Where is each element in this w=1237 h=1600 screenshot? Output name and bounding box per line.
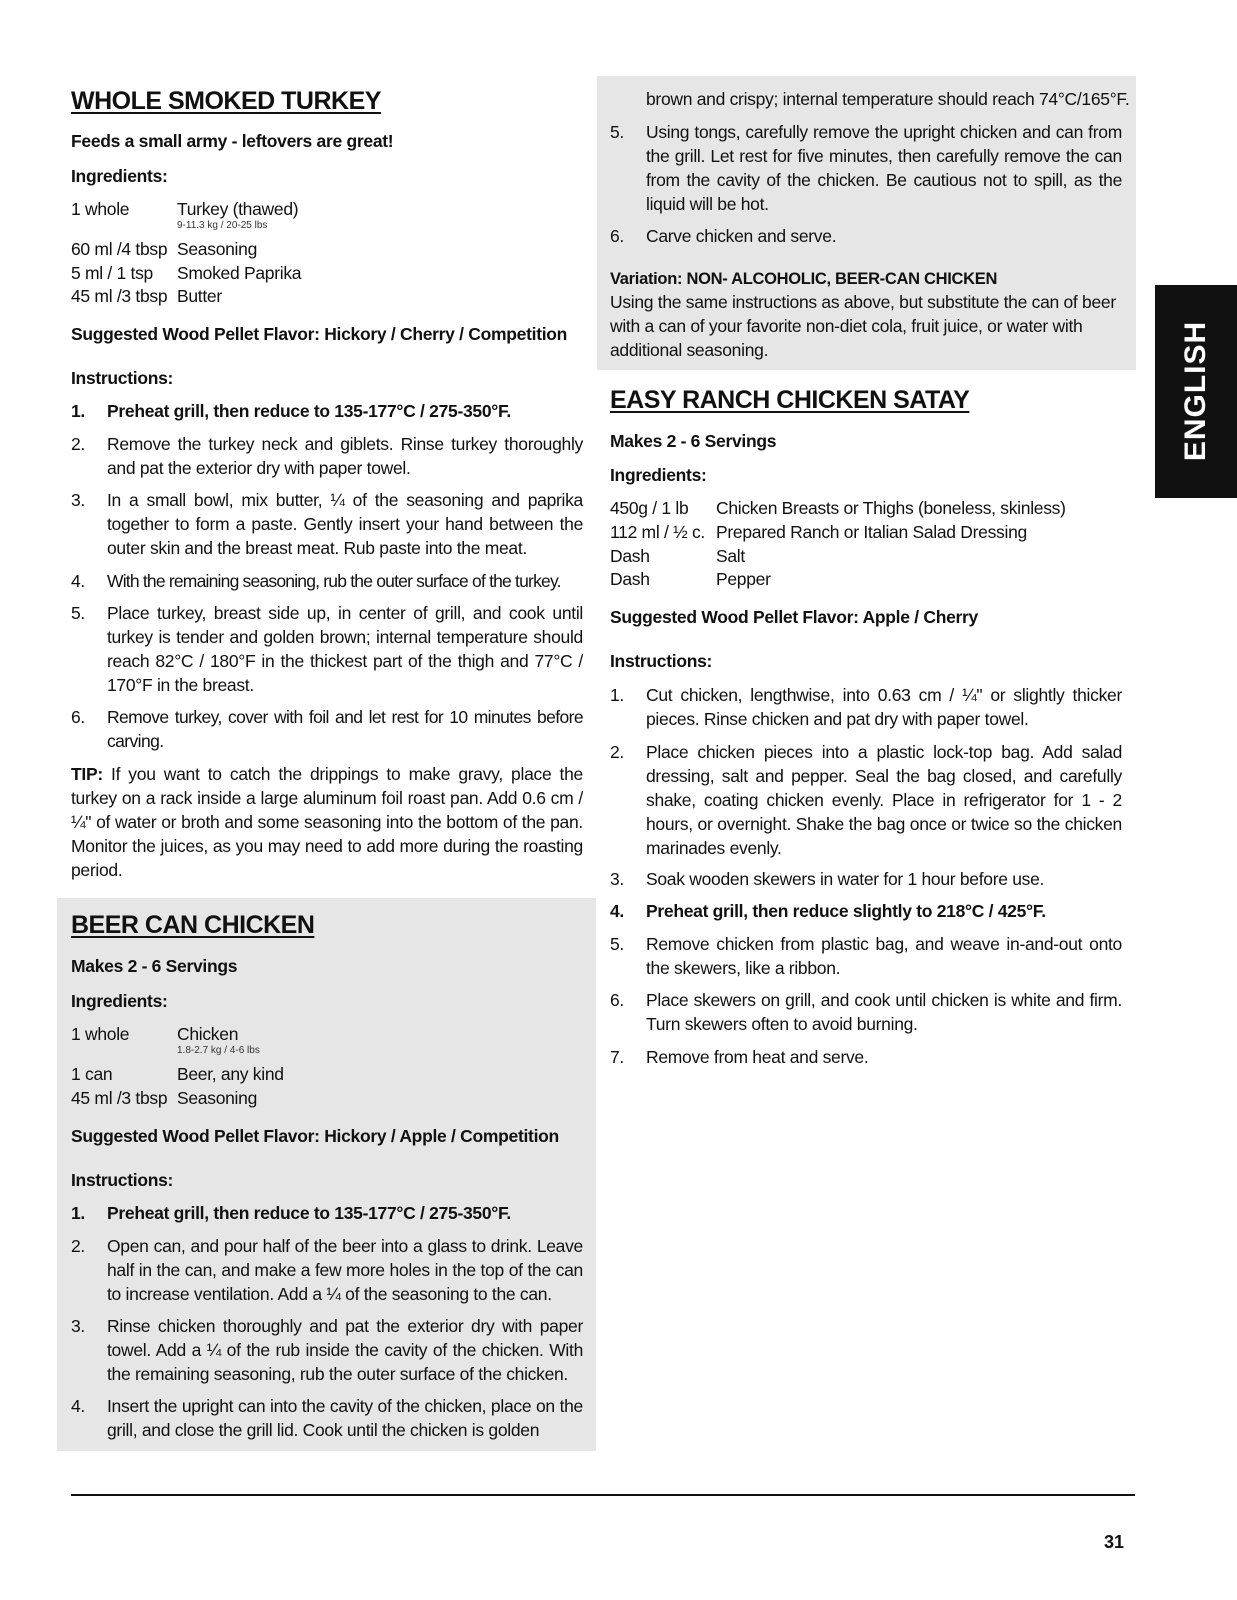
step-text: Rinse chicken thoroughly and pat the exterior dry with paper towel. Add a ¼ of the rub inside the cavity of the chicken. With the remaining seasoning, rub the outer surface of the chicken. [107,1316,583,1384]
ingredient-amount: 5 ml / 1 tsp [71,263,153,283]
ingredient-name: Chicken [177,1024,239,1044]
step-text: With the remaining seasoning, rub the outer surface of the turkey. [107,571,561,591]
step-text: Place skewers on grill, and cook until chicken is white and firm. Turn skewers often to avoid burning. [646,990,1122,1034]
step-number: 1. [610,685,624,705]
turkey-step [71,399,583,423]
step-text: Preheat grill, then reduce to 135-177°C / 275-350°F. [107,401,511,421]
ingredient-amount: 112 ml / ½ c. [610,522,705,542]
step-number: 6. [71,707,85,727]
step-number: 1. [71,401,85,421]
satay-step [610,867,1122,891]
turkey-tagline: Feeds a small army - leftovers are great! [71,131,394,151]
turkey-wood-flavor: Suggested Wood Pellet Flavor: Hickory / Cherry / Competition [71,324,568,344]
step-text: Cut chicken, lengthwise, into 0.63 cm / ¼" or slightly thicker pieces. Rinse chicken and pat dry with paper towel. [646,685,1122,729]
satay-title: EASY RANCH CHICKEN SATAY [610,386,970,414]
ingredient-name: Pepper [716,569,771,589]
beer-instructions-heading: Instructions: [71,1170,174,1190]
step-text: Insert the upright can into the cavity of the chicken, place on the grill, and close the grill lid. Cook until the chicken is golden [107,1396,583,1440]
ingredient-amount: Dash [610,546,650,566]
beer-servings: Makes 2 - 6 Servings [71,956,238,976]
step-text: Preheat grill, then reduce slightly to 218°C / 425°F. [646,901,1046,921]
ingredient-amount: 1 can [71,1064,113,1084]
satay-step [610,683,1122,731]
language-tab-label: ENGLISH [1179,320,1212,462]
step-number: 6. [610,990,624,1010]
beer-step4-continued: brown and crispy; internal temperature should reach 74°C/165°F. [646,89,1130,109]
step-text: Place chicken pieces into a plastic lock-top bag. Add salad dressing, salt and pepper. Seal the bag closed, and carefully shake, coating chicken evenly. Place in refrigerator for 1 - 2 hours, or overnight. Shake the bag once or twice so the chicken marinades evenly. [646,742,1122,858]
step-number: 5. [71,603,85,623]
ingredient-name: Prepared Ranch or Italian Salad Dressing [716,522,1027,542]
beer-title: BEER CAN CHICKEN [71,911,315,939]
ingredient-name: Beer, any kind [177,1064,284,1084]
step-text: Remove chicken from plastic bag, and weave in-and-out onto the skewers, like a ribbon. [646,934,1122,978]
step-number: 2. [71,1236,85,1256]
ingredient-name: Seasoning [177,1088,258,1108]
step-text: Remove the turkey neck and giblets. Rinse turkey thoroughly and pat the exterior dry with paper towel. [107,434,583,478]
turkey-tip [71,762,583,882]
turkey-step [71,569,583,593]
step-text: Open can, and pour half of the beer into a glass to drink. Leave half in the can, and make a few more holes in the top of the can to increase ventilation. Add a ¼ of the seasoning to the can. [107,1236,583,1304]
step-text: Soak wooden skewers in water for 1 hour before use. [646,869,1045,889]
ingredient-name: Chicken Breasts or Thighs (boneless, skinless) [716,498,1066,518]
beer-step [610,224,1122,248]
beer-ingredients-heading: Ingredients: [71,991,168,1011]
satay-servings: Makes 2 - 6 Servings [610,431,777,451]
step-number: 3. [71,490,85,510]
beer-variation-label: Variation: NON- ALCOHOLIC, BEER-CAN CHICKEN [610,270,998,288]
step-text: Carve chicken and serve. [646,226,837,246]
satay-ingredients-heading: Ingredients: [610,465,707,485]
step-number: 4. [610,901,624,921]
step-number: 6. [610,226,624,246]
ingredient-weight-note: 9-11.3 kg / 20-25 lbs [177,220,268,231]
ingredient-amount: 1 whole [71,199,130,219]
turkey-step [71,705,583,753]
satay-step [610,1045,1122,1069]
step-number: 1. [71,1203,85,1223]
step-number: 2. [71,434,85,454]
turkey-title: WHOLE SMOKED TURKEY [71,87,381,115]
step-number: 7. [610,1047,624,1067]
step-text: Using tongs, carefully remove the upright chicken and can from the grill. Let rest for five minutes, then carefully remove the can from the cavity of the chicken. Be cautious not to spill, as the liquid will be hot. [646,122,1122,214]
ingredient-name: Salt [716,546,745,566]
ingredient-amount: 45 ml /3 tbsp [71,286,168,306]
step-number: 4. [71,1396,85,1416]
ingredient-name: Turkey (thawed) [177,199,299,219]
ingredient-amount: Dash [610,569,650,589]
footer-rule [71,1494,1135,1496]
ingredient-name: Seasoning [177,239,258,259]
beer-step [71,1201,583,1225]
ingredient-name: Butter [177,286,222,306]
beer-variation-text: Using the same instructions as above, but substitute the can of beer with a can of your favorite non-diet cola, fruit juice, or water with additional seasoning. [610,292,1116,360]
tip-text: If you want to catch the drippings to make gravy, place the turkey on a rack inside a large aluminum foil roast pan. Add 0.6 cm / ¼" of water or broth and some seasoning into the bottom of the pan. Monitor the juices, as you may need to add more during the roasting period. [71,764,583,880]
step-text: Remove from heat and serve. [646,1047,869,1067]
ingredient-amount: 45 ml /3 tbsp [71,1088,168,1108]
step-text: Remove turkey, cover with foil and let rest for 10 minutes before carving. [107,707,583,751]
beer-wood-flavor: Suggested Wood Pellet Flavor: Hickory / Apple / Competition [71,1126,559,1146]
step-text: Place turkey, breast side up, in center of grill, and cook until turkey is tender and golden brown; internal temperature should reach 82°C / 180°F in the thickest part of the thigh and 77°C / 170°F in the breast. [107,603,583,695]
step-number: 3. [71,1316,85,1336]
ingredient-weight-note: 1.8-2.7 kg / 4-6 lbs [177,1045,260,1056]
ingredient-name: Smoked Paprika [177,263,302,283]
satay-instructions-heading: Instructions: [610,651,713,671]
tip-label: TIP: [71,764,103,784]
step-text: In a small bowl, mix butter, ¼ of the seasoning and paprika together to form a paste. Gently insert your hand between the outer skin and the breast meat. Rub paste into the meat. [107,490,583,558]
ingredient-amount: 1 whole [71,1024,130,1044]
language-tab [1155,285,1237,498]
step-number: 5. [610,122,624,142]
step-number: 4. [71,571,85,591]
turkey-step [71,488,583,560]
beer-step [71,1234,583,1306]
step-text: Preheat grill, then reduce to 135-177°C / 275-350°F. [107,1203,511,1223]
turkey-step [71,432,583,480]
satay-step [610,988,1122,1036]
turkey-instructions-heading: Instructions: [71,368,174,388]
turkey-step [71,601,583,697]
step-number: 5. [610,934,624,954]
beer-step [71,1314,583,1386]
beer-step [610,120,1122,216]
beer-step [71,1394,583,1442]
satay-step [610,932,1122,980]
step-number: 2. [610,742,624,762]
turkey-ingredients-heading: Ingredients: [71,166,168,186]
ingredient-amount: 450g / 1 lb [610,498,689,518]
page-number: 31 [1103,1532,1124,1552]
satay-step [610,740,1122,860]
step-number: 3. [610,869,624,889]
satay-wood-flavor: Suggested Wood Pellet Flavor: Apple / Cherry [610,607,978,627]
satay-step [610,899,1122,923]
ingredient-amount: 60 ml /4 tbsp [71,239,168,259]
